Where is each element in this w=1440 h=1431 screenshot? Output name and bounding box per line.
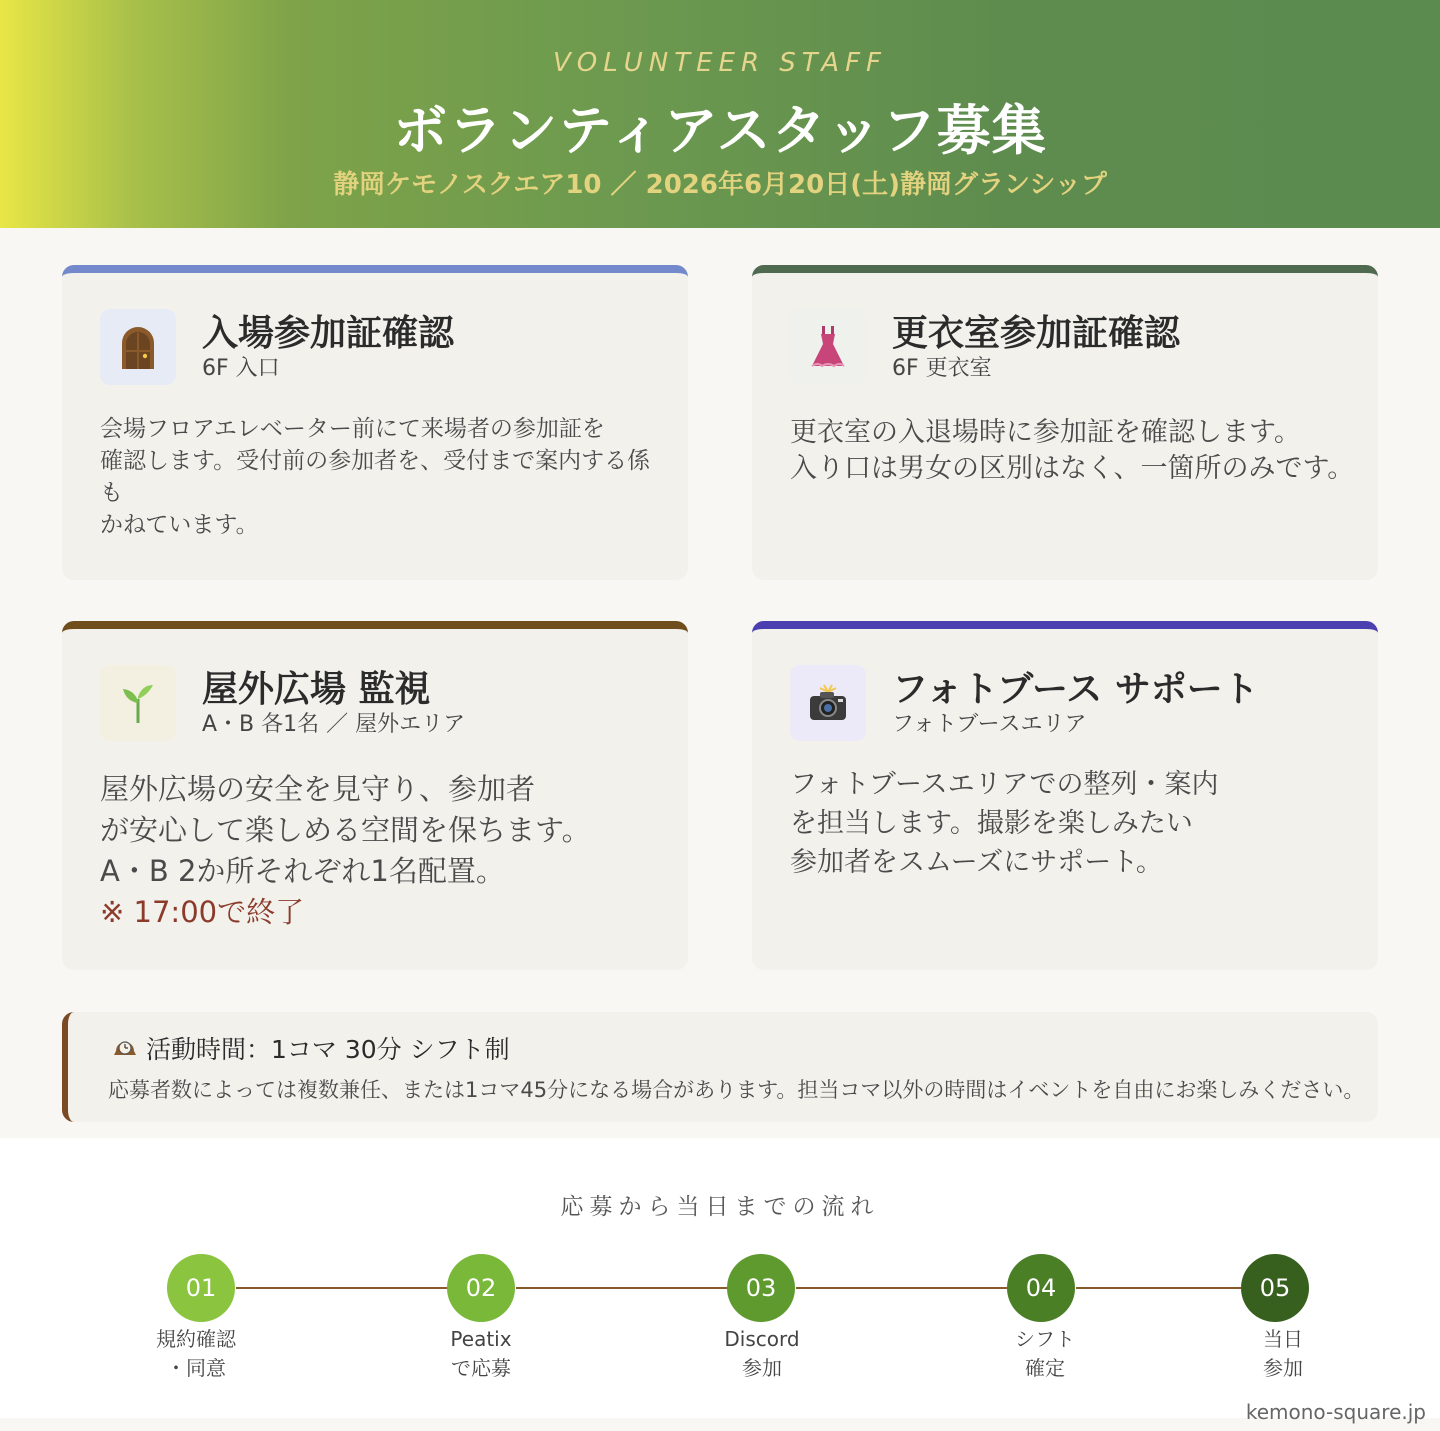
desc-line: が安心して楽しめる空間を保ちます。 bbox=[100, 813, 591, 847]
step-label-line: Discord bbox=[724, 1327, 800, 1351]
flow-connector bbox=[516, 1287, 728, 1289]
card-description bbox=[100, 413, 668, 541]
desc-line: フォトブースエリアでの整列・案内 bbox=[790, 769, 1219, 800]
flow-connector bbox=[236, 1287, 448, 1289]
desc-line: 確認します。受付前の参加者を、受付まで案内する係も bbox=[100, 448, 651, 506]
step-number-circle: 05 bbox=[1241, 1254, 1309, 1322]
card-title: フォトブース サポート bbox=[892, 669, 1259, 710]
event-subtitle: 静岡ケモノスクエア10 ／ 2026年6月20日(土)静岡グランシップ bbox=[333, 170, 1107, 200]
activity-description: 応募者数によっては複数兼任、または1コマ45分になる場合があります。担当コマ以外の時間はイベントを自由にお楽しみください。 bbox=[108, 1078, 1365, 1102]
step-label bbox=[126, 1325, 266, 1383]
step-label-line: で応募 bbox=[451, 1356, 511, 1380]
camera-icon bbox=[790, 665, 866, 741]
step-number-circle: 01 bbox=[167, 1254, 235, 1322]
desc-line: 屋外広場の安全を見守り、参加者 bbox=[100, 772, 536, 806]
role-card-entrance bbox=[62, 265, 688, 580]
page-title: ボランティアスタッフ募集 bbox=[393, 99, 1047, 162]
step-number-circle: 03 bbox=[727, 1254, 795, 1322]
step-number-circle: 02 bbox=[447, 1254, 515, 1322]
desc-line: 参加者をスムーズにサポート。 bbox=[790, 847, 1163, 878]
flow-connector bbox=[1076, 1287, 1242, 1289]
step-number-circle: 04 bbox=[1007, 1254, 1075, 1322]
site-url: kemono-square.jp bbox=[1245, 1400, 1426, 1424]
step-label-line: 当日 bbox=[1263, 1327, 1303, 1351]
step-label bbox=[411, 1325, 551, 1383]
flow-connector bbox=[796, 1287, 1008, 1289]
desc-line: 更衣室の入退場時に参加証を確認します。 bbox=[790, 417, 1301, 448]
step-label-line: Peatix bbox=[450, 1327, 512, 1351]
end-time-note: ※ 17:00で終了 bbox=[100, 895, 305, 929]
card-description bbox=[790, 415, 1358, 487]
card-location: A・B 各1名 ／ 屋外エリア bbox=[202, 712, 466, 737]
desc-line: かねています。 bbox=[100, 512, 259, 538]
step-label-line: 確定 bbox=[1025, 1356, 1065, 1380]
desc-line: A・B 2か所それぞれ1名配置。 bbox=[100, 854, 505, 888]
role-card-photo-booth bbox=[752, 621, 1378, 970]
flow-title: 応募から当日までの流れ bbox=[560, 1194, 880, 1220]
card-title: 更衣室参加証確認 bbox=[892, 313, 1181, 354]
step-label bbox=[975, 1325, 1115, 1383]
card-location: 6F 入口 bbox=[202, 356, 280, 381]
dress-icon bbox=[790, 309, 866, 385]
activity-title: 活動時間：1コマ 30分 シフト制 bbox=[146, 1035, 510, 1064]
clock-icon bbox=[112, 1034, 138, 1063]
step-label-line: 参加 bbox=[1263, 1356, 1303, 1380]
desc-line: 会場フロアエレベーター前にて来場者の参加証を bbox=[100, 416, 605, 442]
desc-line: 入り口は男女の区別はなく、一箇所のみです。 bbox=[790, 453, 1355, 484]
card-description bbox=[100, 769, 668, 933]
role-card-dressing-room bbox=[752, 265, 1378, 580]
step-label-line: 参加 bbox=[742, 1356, 782, 1380]
step-label-line: ・同意 bbox=[166, 1356, 226, 1380]
seedling-icon bbox=[100, 665, 176, 741]
step-label-line: 規約確認 bbox=[156, 1327, 236, 1351]
step-label-line: シフト bbox=[1015, 1327, 1075, 1351]
card-title: 屋外広場 監視 bbox=[202, 669, 431, 710]
role-card-outdoor-plaza bbox=[62, 621, 688, 970]
card-location: 6F 更衣室 bbox=[892, 356, 992, 381]
eyebrow-text: VOLUNTEER STAFF bbox=[553, 48, 887, 78]
door-icon bbox=[100, 309, 176, 385]
header-banner bbox=[0, 0, 1440, 228]
card-description bbox=[790, 765, 1358, 882]
activity-title-row bbox=[112, 1030, 510, 1066]
desc-line: を担当します。撮影を楽しみたい bbox=[790, 808, 1193, 839]
step-label bbox=[692, 1325, 832, 1383]
card-location: フォトブースエリア bbox=[892, 712, 1087, 737]
activity-time-box bbox=[62, 1012, 1378, 1122]
step-label bbox=[1213, 1325, 1353, 1383]
card-title: 入場参加証確認 bbox=[202, 313, 455, 354]
